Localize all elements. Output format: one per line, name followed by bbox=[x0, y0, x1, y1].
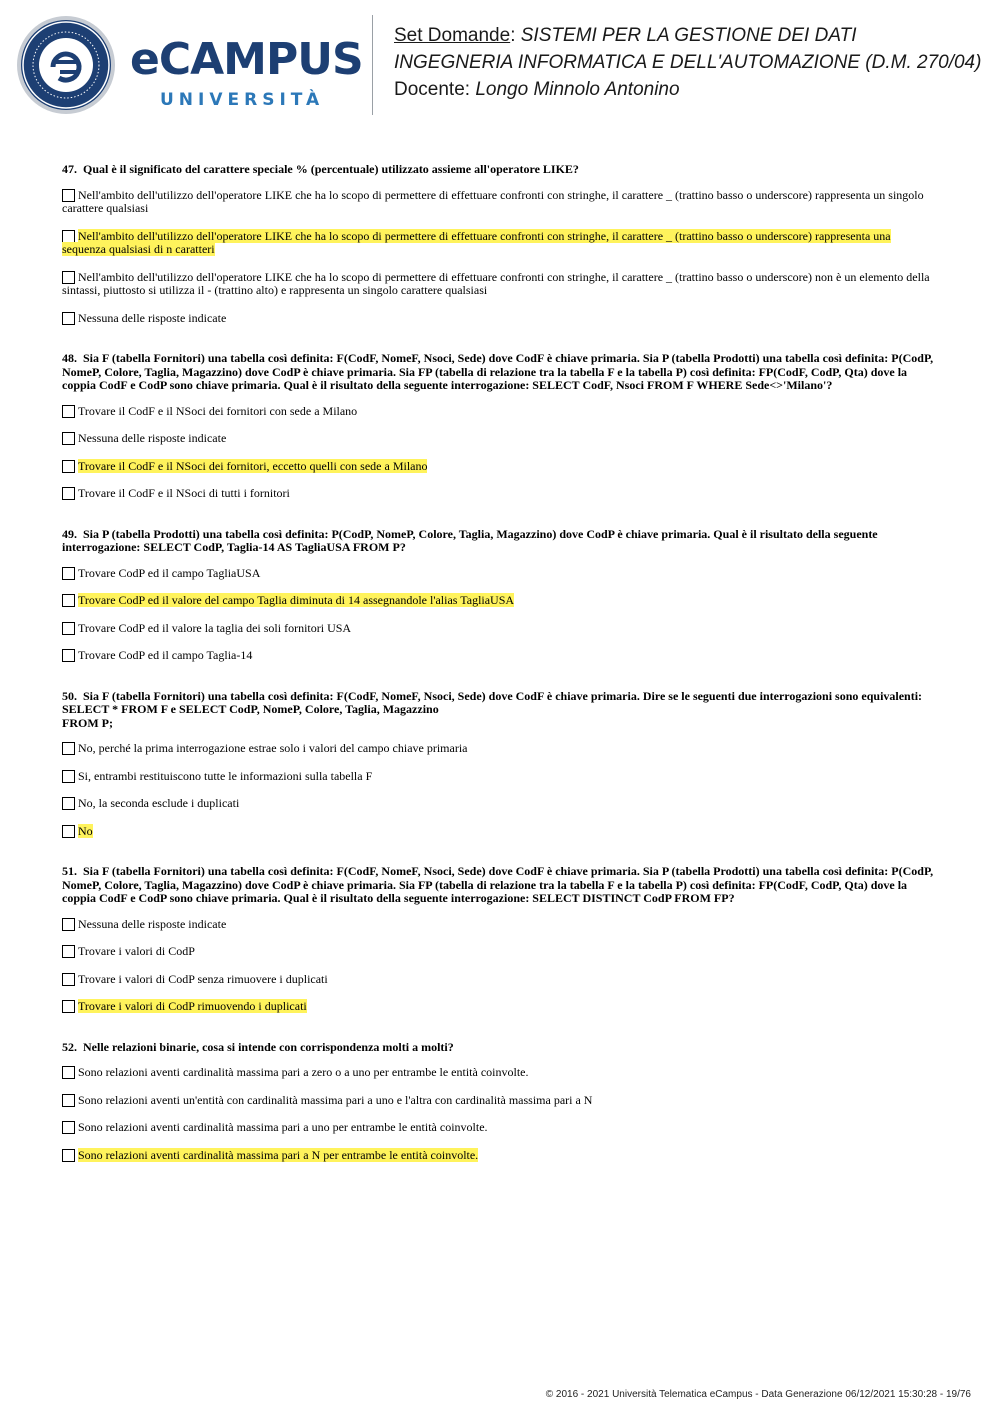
page-header bbox=[0, 0, 1000, 130]
checkbox[interactable] bbox=[62, 649, 75, 662]
question-title bbox=[62, 352, 934, 393]
checkbox[interactable] bbox=[62, 189, 75, 202]
answer-text: No, perché la prima interrogazione estrae solo i valori del campo chiave primaria bbox=[78, 741, 468, 755]
checkbox[interactable] bbox=[62, 797, 75, 810]
answer-text-highlighted: Trovare CodP ed il valore del campo Taglia diminuta di 14 assegnandole l'alias TagliaUSA bbox=[78, 593, 515, 607]
answer-option-correct[interactable] bbox=[62, 825, 934, 839]
question-48 bbox=[62, 352, 934, 501]
answer-text: Si, entrambi restituiscono tutte le informazioni sulla tabella F bbox=[78, 768, 373, 783]
answer-option[interactable] bbox=[62, 1094, 934, 1108]
checkbox[interactable] bbox=[62, 594, 75, 607]
question-text: Sia P (tabella Prodotti) una tabella così definita: P(CodP, NomeP, Colore, Taglia, Magazzino) dove CodP è chiave primaria. Qual è il risultato della seguente interrogazione: SELECT CodP, Taglia-14 AS TagliaUSA FROM P? bbox=[62, 526, 878, 554]
answer-option-correct[interactable] bbox=[62, 230, 934, 257]
question-52 bbox=[62, 1041, 934, 1163]
answer-text: Sono relazioni aventi un'entità con cardinalità massima pari a uno e l'altra con cardinalità massima pari a N bbox=[78, 1092, 593, 1107]
answer-option[interactable] bbox=[62, 797, 934, 811]
answer-option[interactable] bbox=[62, 649, 934, 663]
checkbox[interactable] bbox=[62, 460, 75, 473]
header-divider bbox=[372, 15, 373, 115]
answer-text: Trovare i valori di CodP bbox=[78, 944, 195, 958]
checkbox[interactable] bbox=[62, 1149, 75, 1162]
answer-option[interactable] bbox=[62, 973, 934, 987]
answer-option[interactable] bbox=[62, 742, 934, 756]
checkbox[interactable] bbox=[62, 918, 75, 931]
question-text: Sia F (tabella Fornitori) una tabella così definita: F(CodF, NomeF, Nsoci, Sede) dove CodF è chiave primaria. Sia P (tabella Prodotti) una tabella così definita: P(CodP, NomeP, Colore, Taglia, Magazzino) dove CodP è chiave primaria. Sia FP (tabella di relazione tra la tabella F e la tabella P) così definita: FP(CodF, CodP, Qta) dove la coppia CodF e CodP sono chiave primaria. Qual è il risultato della seguente interrogazione: SELECT DISTINCT CodP FROM FP? bbox=[62, 864, 934, 905]
answer-text: Nessuna delle risposte indicate bbox=[78, 431, 227, 445]
answer-option[interactable] bbox=[62, 405, 934, 419]
checkbox[interactable] bbox=[62, 1121, 75, 1134]
checkbox[interactable] bbox=[62, 432, 75, 445]
brand-wordmark: eCAMPUS bbox=[130, 34, 363, 85]
checkbox[interactable] bbox=[62, 770, 75, 783]
answer-text-highlighted: Trovare i valori di CodP rimuovendo i duplicati bbox=[78, 999, 307, 1013]
answer-text: Nessuna delle risposte indicate bbox=[78, 310, 227, 325]
answer-text: Trovare il CodF e il NSoci di tutti i fornitori bbox=[78, 486, 290, 500]
answer-option[interactable] bbox=[62, 432, 934, 446]
answer-option[interactable] bbox=[62, 567, 934, 581]
question-title bbox=[62, 690, 934, 731]
question-list bbox=[62, 163, 934, 1189]
question-number: 50. bbox=[62, 688, 77, 703]
answer-text: Trovare il CodF e il NSoci dei fornitori con sede a Milano bbox=[78, 403, 358, 418]
question-title bbox=[62, 528, 934, 555]
answer-text: No, la seconda esclude i duplicati bbox=[78, 796, 240, 810]
teacher-name: Longo Minnolo Antonino bbox=[475, 79, 680, 100]
answer-text-highlighted: Trovare il CodF e il NSoci dei fornitori, eccetto quelli con sede a Milano bbox=[78, 458, 428, 473]
course-degree: INGEGNERIA INFORMATICA E DELL'AUTOMAZIONE (D.M. 270/04) bbox=[394, 52, 982, 73]
answer-option[interactable] bbox=[62, 1121, 934, 1135]
answer-text: Trovare CodP ed il campo Taglia-14 bbox=[78, 648, 253, 662]
question-text: Qual è il significato del carattere speciale % (percentuale) utilizzato assieme all'operatore LIKE? bbox=[83, 162, 579, 176]
answer-option-correct[interactable] bbox=[62, 1149, 934, 1163]
set-label: Set Domande bbox=[394, 25, 511, 46]
course-info: Set Domande: SISTEMI PER LA GESTIONE DEI DATI INGEGNERIA INFORMATICA E DELL'AUTOMAZIONE (D.M. 270/04) Docente: Longo Minnolo Antonino bbox=[394, 25, 982, 100]
teacher-label: Docente: bbox=[394, 79, 476, 100]
answer-text-highlighted: Nell'ambito dell'utilizzo dell'operatore LIKE che ha lo scopo di permettere di effettuare confronti con stringhe, il carattere _ (trattino basso o underscore) rappresenta una sequenza qualsiasi di n caratteri bbox=[62, 228, 891, 256]
question-50 bbox=[62, 690, 934, 839]
checkbox[interactable] bbox=[62, 825, 75, 838]
checkbox[interactable] bbox=[62, 1066, 75, 1079]
brand-subtitle: UNIVERSITÀ bbox=[160, 90, 325, 110]
question-text: Nelle relazioni binarie, cosa si intende con corrispondenza molti a molti? bbox=[83, 1039, 454, 1054]
answer-text: Nell'ambito dell'utilizzo dell'operatore LIKE che ha lo scopo di permettere di effettuare confronti con stringhe, il carattere _ (trattino basso o underscore) rappresenta un singolo carattere qualsiasi bbox=[62, 187, 924, 215]
question-text: Sia F (tabella Fornitori) una tabella così definita: F(CodF, NomeF, Nsoci, Sede) dove CodF è chiave primaria. Dire se le seguenti due interrogazioni sono equivalenti: SELECT * FROM F e SELECT CodP, NomeP, Colore, Taglia, Magazzino bbox=[62, 688, 923, 716]
question-number: 48. bbox=[62, 351, 77, 365]
checkbox[interactable] bbox=[62, 945, 75, 958]
checkbox[interactable] bbox=[62, 405, 75, 418]
answer-option[interactable] bbox=[62, 312, 934, 326]
answer-text: Nell'ambito dell'utilizzo dell'operatore LIKE che ha lo scopo di permettere di effettuare confronti con stringhe, il carattere _ (trattino basso o underscore) non è un elemento della sintassi, piuttosto si utilizza il - (trattino alto) e rappresenta un singolo carattere qualsiasi bbox=[62, 269, 930, 297]
answer-text: Sono relazioni aventi cardinalità massima pari a uno per entrambe le entità coinvolte. bbox=[78, 1120, 488, 1134]
answer-option[interactable] bbox=[62, 271, 934, 298]
answer-text-highlighted: Sono relazioni aventi cardinalità massima pari a N per entrambe le entità coinvolte. bbox=[78, 1147, 479, 1162]
question-number: 47. bbox=[62, 162, 77, 176]
answer-option-correct[interactable] bbox=[62, 1000, 934, 1014]
answer-option[interactable] bbox=[62, 622, 934, 636]
checkbox[interactable] bbox=[62, 230, 75, 243]
checkbox[interactable] bbox=[62, 622, 75, 635]
checkbox[interactable] bbox=[62, 1000, 75, 1013]
checkbox[interactable] bbox=[62, 742, 75, 755]
answer-text: Trovare CodP ed il valore la taglia dei soli fornitori USA bbox=[78, 620, 352, 635]
question-title bbox=[62, 1041, 934, 1055]
answer-option-correct[interactable] bbox=[62, 460, 934, 474]
answer-option[interactable] bbox=[62, 918, 934, 932]
checkbox[interactable] bbox=[62, 567, 75, 580]
checkbox[interactable] bbox=[62, 271, 75, 284]
page-footer: © 2016 - 2021 Università Telematica eCampus - Data Generazione 06/12/2021 15:30:28 - 19/76 bbox=[545, 1389, 971, 1400]
answer-text-highlighted: No bbox=[78, 823, 93, 838]
answer-option-correct[interactable] bbox=[62, 594, 934, 608]
answer-text: Trovare i valori di CodP senza rimuovere i duplicati bbox=[78, 971, 328, 986]
course-title: SISTEMI PER LA GESTIONE DEI DATI bbox=[520, 25, 857, 46]
checkbox[interactable] bbox=[62, 312, 75, 325]
question-title bbox=[62, 163, 934, 177]
answer-text: Sono relazioni aventi cardinalità massima pari a zero o a uno per entrambe le entità coinvolte. bbox=[78, 1065, 529, 1079]
answer-option[interactable] bbox=[62, 770, 934, 784]
question-number: 49. bbox=[62, 526, 77, 541]
answer-option[interactable] bbox=[62, 945, 934, 959]
question-51 bbox=[62, 865, 934, 1014]
checkbox[interactable] bbox=[62, 487, 75, 500]
question-text-line2: FROM P; bbox=[62, 715, 113, 730]
question-49 bbox=[62, 528, 934, 663]
checkbox[interactable] bbox=[62, 1094, 75, 1107]
question-number: 51. bbox=[62, 864, 77, 878]
answer-option[interactable] bbox=[62, 189, 934, 216]
question-text: Sia F (tabella Fornitori) una tabella così definita: F(CodF, NomeF, Nsoci, Sede) dove CodF è chiave primaria. Sia P (tabella Prodotti) una tabella così definita: P(CodP, NomeP, Colore, Taglia, Magazzino) dove CodP è chiave primaria. Sia FP (tabella di relazione tra la tabella F e la tabella P) così definita: FP(CodF, CodP, Qta) dove la coppia CodF e CodP sono chiave primaria. Qual è il risultato della seguente interrogazione: SELECT CodF, Nsoci FROM F WHERE Sede<>'Milano'? bbox=[62, 351, 934, 392]
question-title bbox=[62, 865, 934, 906]
answer-text: Nessuna delle risposte indicate bbox=[78, 916, 227, 931]
question-number: 52. bbox=[62, 1039, 77, 1054]
answer-option[interactable] bbox=[62, 1066, 934, 1080]
question-47 bbox=[62, 163, 934, 325]
university-seal-logo bbox=[16, 15, 116, 115]
checkbox[interactable] bbox=[62, 973, 75, 986]
answer-option[interactable] bbox=[62, 487, 934, 501]
answer-text: Trovare CodP ed il campo TagliaUSA bbox=[78, 565, 261, 580]
